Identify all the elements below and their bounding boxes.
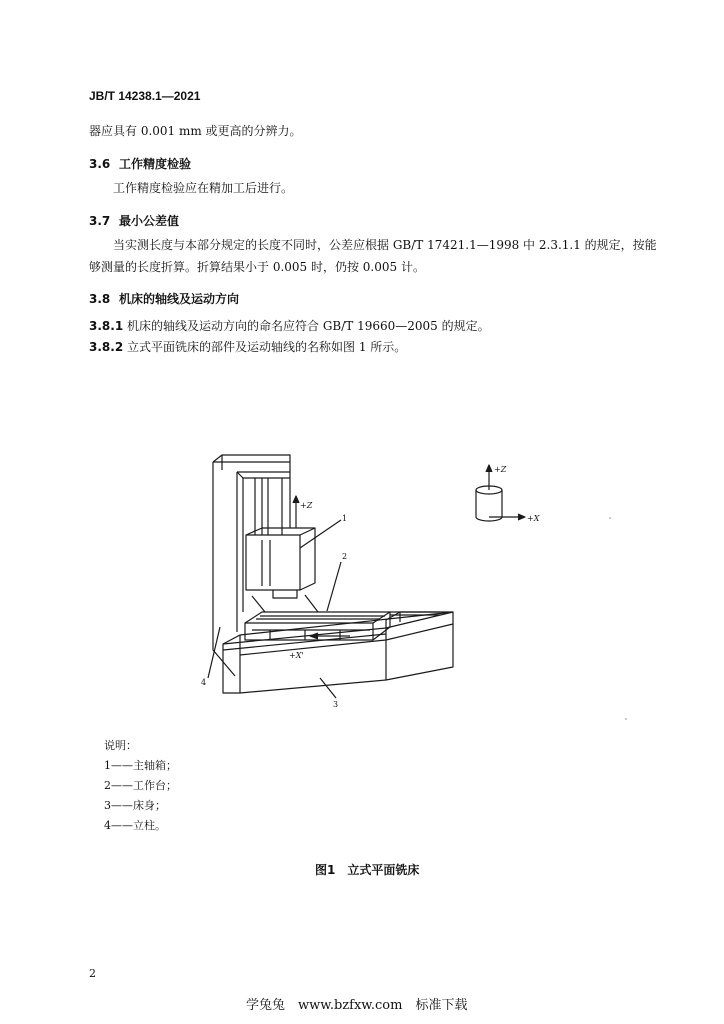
section-3-6-text: 工作精度检验应在精加工后进行。 [113, 181, 294, 195]
callout-4: 4 [201, 678, 207, 687]
callout-3: 3 [333, 700, 339, 709]
section-number: 3.8.1 [89, 319, 124, 333]
callout-1: 1 [342, 514, 348, 523]
axis-label-x: +X [527, 514, 540, 523]
spindle-head [246, 528, 315, 590]
section-title: 工作精度检验 [119, 157, 192, 171]
section-text: 立式平面铣床的部件及运动轴线的名称如图 1 所示。 [127, 340, 407, 354]
machine-bed [223, 612, 453, 693]
section-number: 3.6 [89, 157, 111, 171]
section-3-7-line1: 当实测长度与本部分规定的长度不同时，公差应根据 GB/T 17421.1—1998 中 2.3.1.1 的规定，按能 [113, 238, 657, 252]
scan-speck [609, 517, 611, 519]
axis-label-x-prime: +X' [289, 651, 304, 660]
section-number: 3.7 [89, 214, 111, 228]
legend [104, 736, 177, 836]
axis-label-z-head: +Z [300, 501, 313, 510]
legend-item: 4——立柱。 [104, 819, 166, 832]
footer-watermark: 学兔兔 www.bzfxw.com 标准下载 [246, 998, 468, 1013]
scan-speck [625, 718, 627, 720]
section-text: 机床的轴线及运动方向的命名应符合 GB/T 19660—2005 的规定。 [127, 319, 490, 333]
section-3-7-line2: 够测量的长度折算。折算结果小于 0.005 时，仍按 0.005 计。 [89, 260, 425, 274]
legend-item: 1——主轴箱； [104, 759, 177, 772]
page-number: 2 [89, 967, 96, 980]
section-number: 3.8 [89, 292, 111, 306]
section-title: 最小公差值 [119, 214, 180, 228]
legend-item: 2——工作台； [104, 779, 177, 792]
section-title: 机床的轴线及运动方向 [119, 292, 240, 306]
standard-code: JB/T 14238.1—2021 [89, 89, 201, 103]
legend-item: 3——床身； [104, 799, 166, 812]
axis-label-z: +Z [494, 465, 507, 474]
legend-title: 说明： [104, 739, 137, 752]
section-number: 3.8.2 [89, 340, 124, 354]
continued-text: 器应具有 0.001 mm 或更高的分辨力。 [89, 124, 302, 138]
figure-caption: 图1 立式平面铣床 [315, 863, 420, 877]
callout-2: 2 [342, 552, 348, 561]
